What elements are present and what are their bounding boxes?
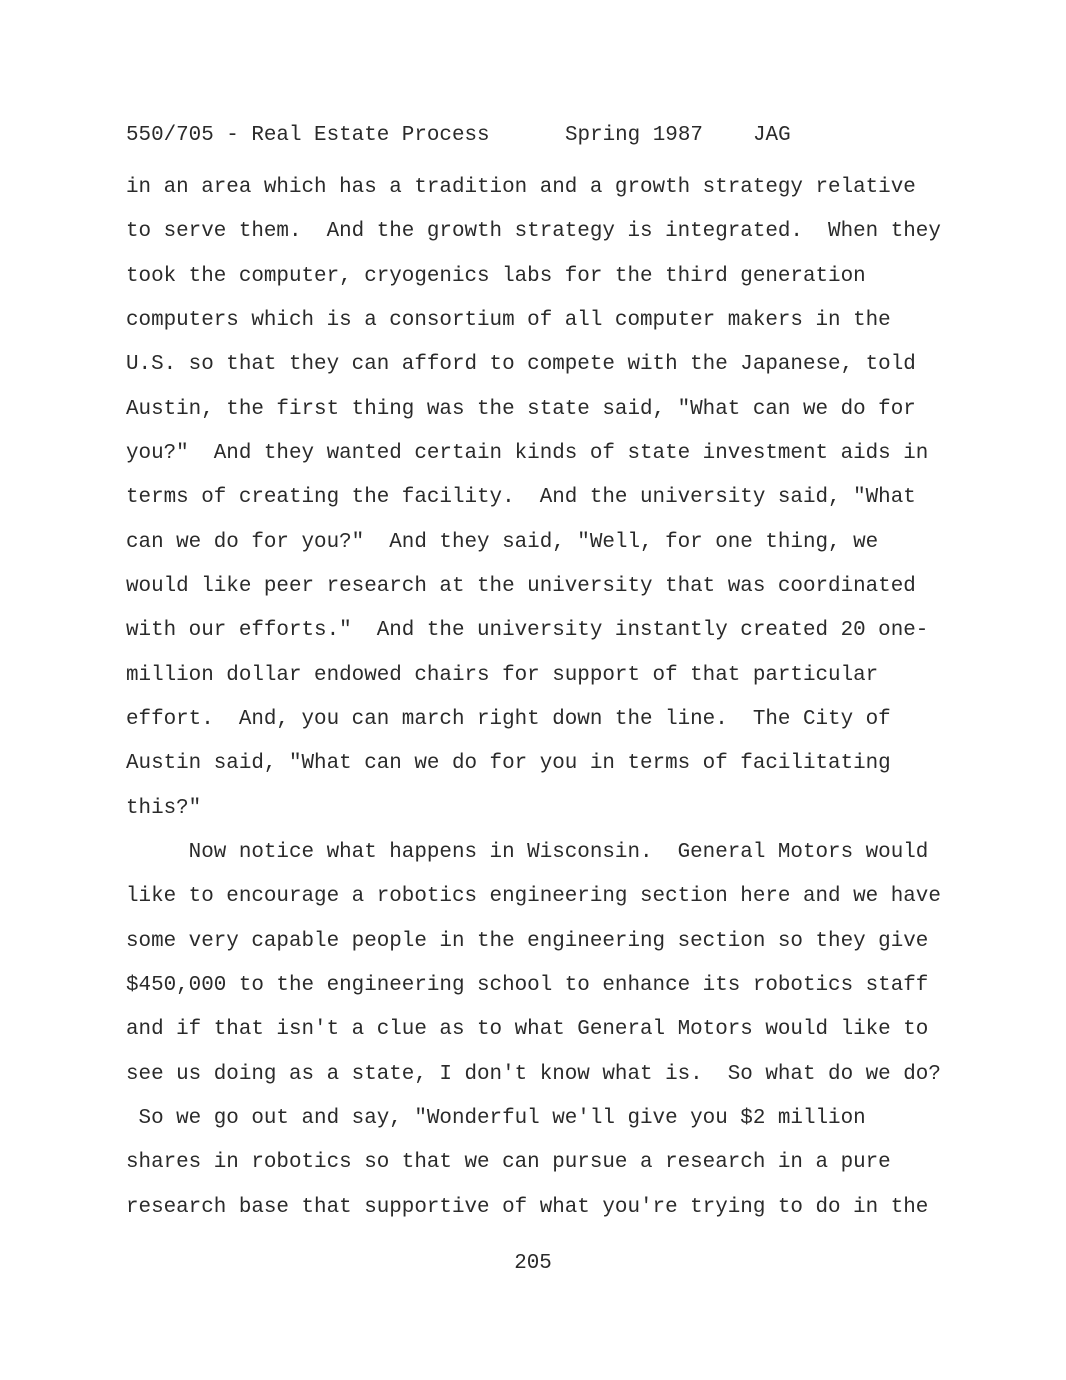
text-line: with our efforts." And the university instantly created 20 one- <box>126 619 929 643</box>
text-line: to serve them. And the growth strategy is integrated. When they <box>126 220 941 244</box>
text-line: see us doing as a state, I don't know what is. So what do we do? <box>126 1062 941 1086</box>
course-title: 550/705 - Real Estate Process <box>126 124 490 147</box>
text-line: $450,000 to the engineering school to enhance its robotics staff <box>126 973 929 997</box>
transcript-body <box>126 166 956 1230</box>
text-line: would like peer research at the university that was coordinated <box>126 574 916 598</box>
text-line: computers which is a consortium of all computer makers in the <box>126 308 891 332</box>
text-line: like to encourage a robotics engineering section here and we have <box>126 885 941 909</box>
text-line: terms of creating the facility. And the university said, "What <box>126 486 916 510</box>
text-line: U.S. so that they can afford to compete with the Japanese, told <box>126 353 916 377</box>
text-line: this?" <box>126 796 202 820</box>
text-line: in an area which has a tradition and a growth strategy relative <box>126 176 916 199</box>
text-line: research base that supportive of what you're trying to do in the <box>126 1195 929 1219</box>
text-line: took the computer, cryogenics labs for the third generation <box>126 264 866 288</box>
text-line: you?" And they wanted certain kinds of state investment aids in <box>126 441 929 465</box>
text-line: million dollar endowed chairs for support of that particular <box>126 663 879 687</box>
text-line: So we go out and say, "Wonderful we'll give you $2 million <box>126 1106 866 1130</box>
text-line: Austin said, "What can we do for you in terms of facilitating <box>126 752 891 776</box>
text-line: and if that isn't a clue as to what General Motors would like to <box>126 1018 929 1042</box>
text-line: can we do for you?" And they said, "Well, for one thing, we <box>126 530 879 554</box>
term-label: Spring 1987 <box>565 124 703 147</box>
page-header <box>126 122 791 150</box>
page-number: 205 <box>514 1252 552 1275</box>
author-initials: JAG <box>753 124 791 147</box>
text-line: some very capable people in the engineering section so they give <box>126 929 929 953</box>
text-line: shares in robotics so that we can pursue a research in a pure <box>126 1151 891 1175</box>
text-line: effort. And, you can march right down the line. The City of <box>126 707 891 731</box>
text-line: Now notice what happens in Wisconsin. General Motors would <box>126 840 929 864</box>
text-line: Austin, the first thing was the state said, "What can we do for <box>126 397 916 421</box>
